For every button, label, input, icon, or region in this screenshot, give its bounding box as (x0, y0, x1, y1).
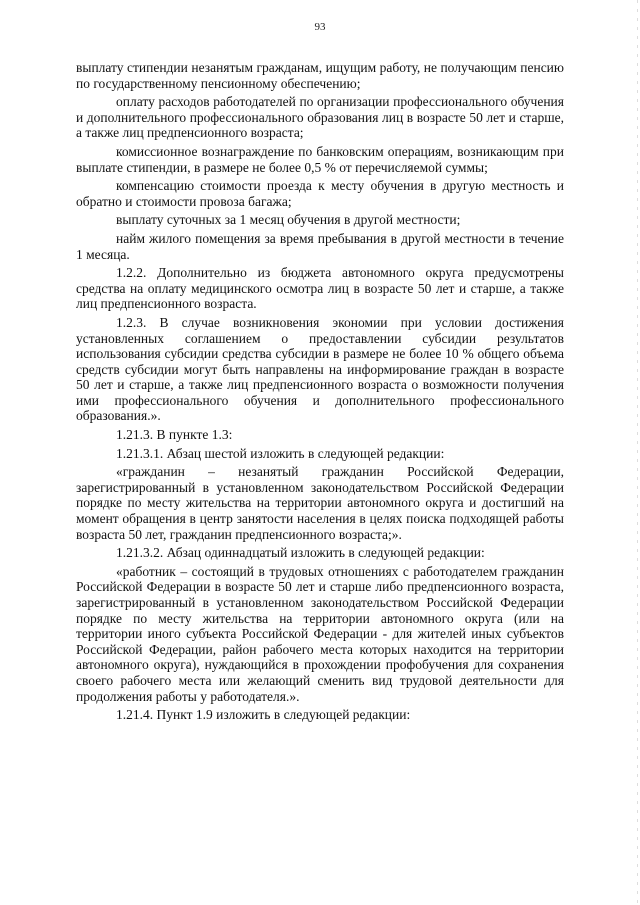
paragraph-citizen-definition: «гражданин – незанятый гражданин Российской Федерации, зарегистрированный в установленном законодательством Российской Федерации порядке по месту жительства на территории автономного округа и достигший на момент обращения в центр занятости населения в целях поиска подходящей работы возраста 50 лет, гражданин предпенсионного возраста;». (76, 464, 564, 542)
scan-edge (637, 0, 638, 905)
paragraph-worker-definition: «работник – состоящий в трудовых отношениях с работодателем гражданин Российской Федерации в возрасте 50 лет и старше либо предпенсионного возраста, зарегистрированный в установленном законодательством Российской Федерации порядке по месту жительства на территории автономного округа (или на территории иного субъекта Российской Федерации - для жителей иных субъектов Российской Федерации, район рабочего места которых находится на территории автономного округа), нуждающийся в прохождении профобучения для сохранения своего рабочего места или желающий сменить вид трудовой деятельности для продолжения работы у работодателя.». (76, 563, 564, 704)
paragraph-1-21-3-1: 1.21.3.1. Абзац шестой изложить в следующей редакции: (116, 445, 445, 461)
paragraph-travel-compensation: компенсацию стоимости проезда к месту обучения в другую местность и обратно и стоимости провоза багажа; (76, 178, 564, 209)
paragraph-1-21-3-2: 1.21.3.2. Абзац одиннадцатый изложить в следующей редакции: (116, 545, 485, 561)
paragraph-1-2-2: 1.2.2. Дополнительно из бюджета автономного округа предусмотрены средства на оплату медицинского осмотра лиц в возрасте 50 лет и старше, а также лиц предпенсионного возраста. (76, 265, 564, 312)
paragraph-1-2-3: 1.2.3. В случае возникновения экономии при условии достижения установленных соглашением о предоставлении субсидии результатов использования субсидии средства субсидии в размере не более 10 % общего объема средств субсидии могут быть направлены на информирование граждан в возрасте 50 лет и старше, а также лиц предпенсионного возраста о возможности получения ими профессионального обучения и дополнительного профессионального образования.». (76, 314, 564, 424)
page-number: 93 (314, 21, 326, 33)
document-body (76, 60, 564, 726)
paragraph-housing: найм жилого помещения за время пребывания в другой местности в течение 1 месяца. (76, 230, 564, 262)
paragraph-1-21-3: 1.21.3. В пункте 1.3: (116, 427, 233, 443)
paragraph-employer-costs: оплату расходов работодателей по организации профессионального обучения и дополнительного профессионального образования лиц в возрасте 50 лет и старше, а также лиц предпенсионного возраста; (76, 94, 564, 141)
paragraph-1-21-4: 1.21.4. Пункт 1.9 изложить в следующей редакции: (116, 707, 411, 723)
paragraph-commission: комиссионное вознаграждение по банковским операциям, возникающим при выплате стипендии, в размере не более 0,5 % от перечисляемой суммы; (76, 143, 564, 175)
paragraph-daily-allowance: выплату суточных за 1 месяц обучения в другой местности; (116, 212, 461, 228)
paragraph-stipend: выплату стипендии незанятым гражданам, ищущим работу, не получающим пенсию по государственному пенсионному обеспечению; (76, 60, 564, 91)
